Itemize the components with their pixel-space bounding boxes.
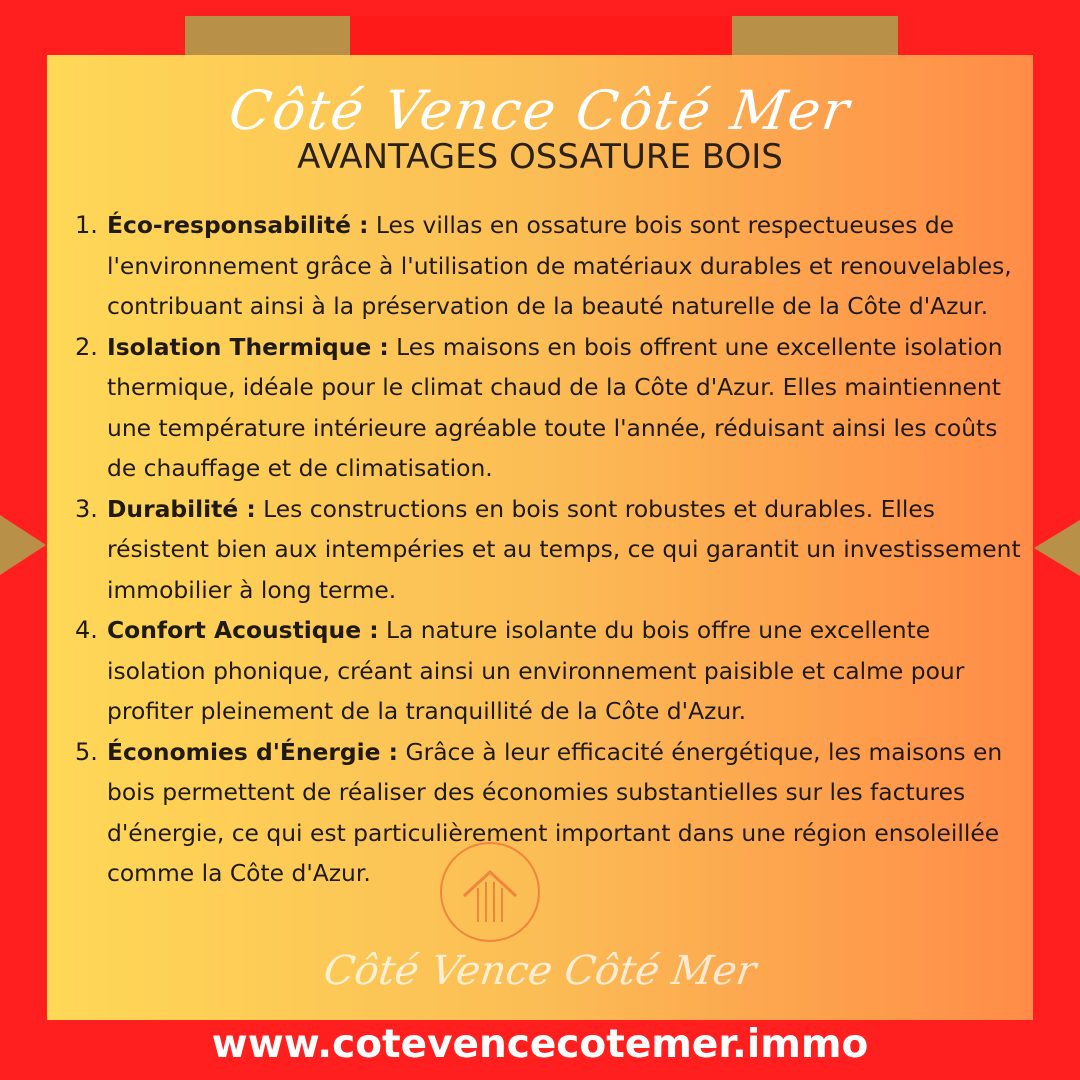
list-item bbox=[75, 205, 1030, 327]
advantages-list bbox=[75, 205, 1030, 894]
list-item-number: 4. bbox=[75, 616, 98, 644]
website-url: www.cotevencecotemer.immo bbox=[211, 1022, 869, 1067]
list-item-body bbox=[107, 205, 1030, 327]
list-item-term: Isolation Thermique : bbox=[107, 332, 389, 361]
list-item-number: 1. bbox=[75, 211, 98, 239]
list-item-text: Les constructions en bois sont robustes et durables. Elles résistent bien aux intempéries et au temps, ce qui garantit un investissement immobilier à long terme. bbox=[107, 494, 1021, 604]
list-item-body bbox=[107, 489, 1030, 611]
list-item bbox=[75, 732, 1030, 894]
list-item-body bbox=[107, 327, 1030, 489]
list-item-term: Éco-responsabilité : bbox=[107, 211, 369, 239]
watermark-brand-script: Côté Vence Côté Mer bbox=[321, 948, 759, 994]
list-item-number: 2. bbox=[75, 332, 98, 361]
list-item-term: Économies d'Énergie : bbox=[107, 737, 399, 766]
list-item-text: Grâce à leur efficacité énergétique, les maisons en bois permettent de réaliser des économies substantielles sur les factures d'énergie, ce qui est particulièrement important dans une région ensoleillée comme la Côte d'Azur. bbox=[107, 737, 1003, 887]
brand-script-title: Côté Vence Côté Mer bbox=[225, 79, 855, 142]
watermark-house-logo-icon bbox=[440, 842, 540, 942]
list-item bbox=[75, 610, 1030, 732]
list-item-text: Les maisons en bois offrent une excellente isolation thermique, idéale pour le climat chaud de la Côte d'Azur. Elles maintiennent une température intérieure agréable toute l'année, réduisant ainsi les coûts de chauffage et de climatisation. bbox=[107, 332, 1003, 482]
side-triangle-right bbox=[1034, 520, 1080, 576]
list-item-term: Durabilité : bbox=[107, 494, 256, 523]
list-item-text: Les villas en ossature bois sont respectueuses de l'environnement grâce à l'utilisation de matériaux durables et renouvelables, contribuant ainsi à la préservation de la beauté naturelle de la Côte d'Azur. bbox=[107, 211, 1012, 320]
list-item-number: 3. bbox=[75, 494, 98, 523]
list-item-text: La nature isolante du bois offre une excellente isolation phonique, créant ainsi un environnement paisible et calme pour profiter pleinement de la tranquillité de la Côte d'Azur. bbox=[107, 616, 965, 725]
list-item-number: 5. bbox=[75, 737, 98, 766]
content-card bbox=[47, 55, 1033, 1020]
side-triangle-left bbox=[0, 515, 46, 575]
list-item-body bbox=[107, 732, 1030, 894]
list-item bbox=[75, 327, 1030, 489]
page-title: AVANTAGES OSSATURE BOIS bbox=[297, 137, 783, 177]
list-item bbox=[75, 489, 1030, 611]
list-item-body bbox=[107, 610, 1030, 732]
list-item-term: Confort Acoustique : bbox=[107, 616, 379, 644]
